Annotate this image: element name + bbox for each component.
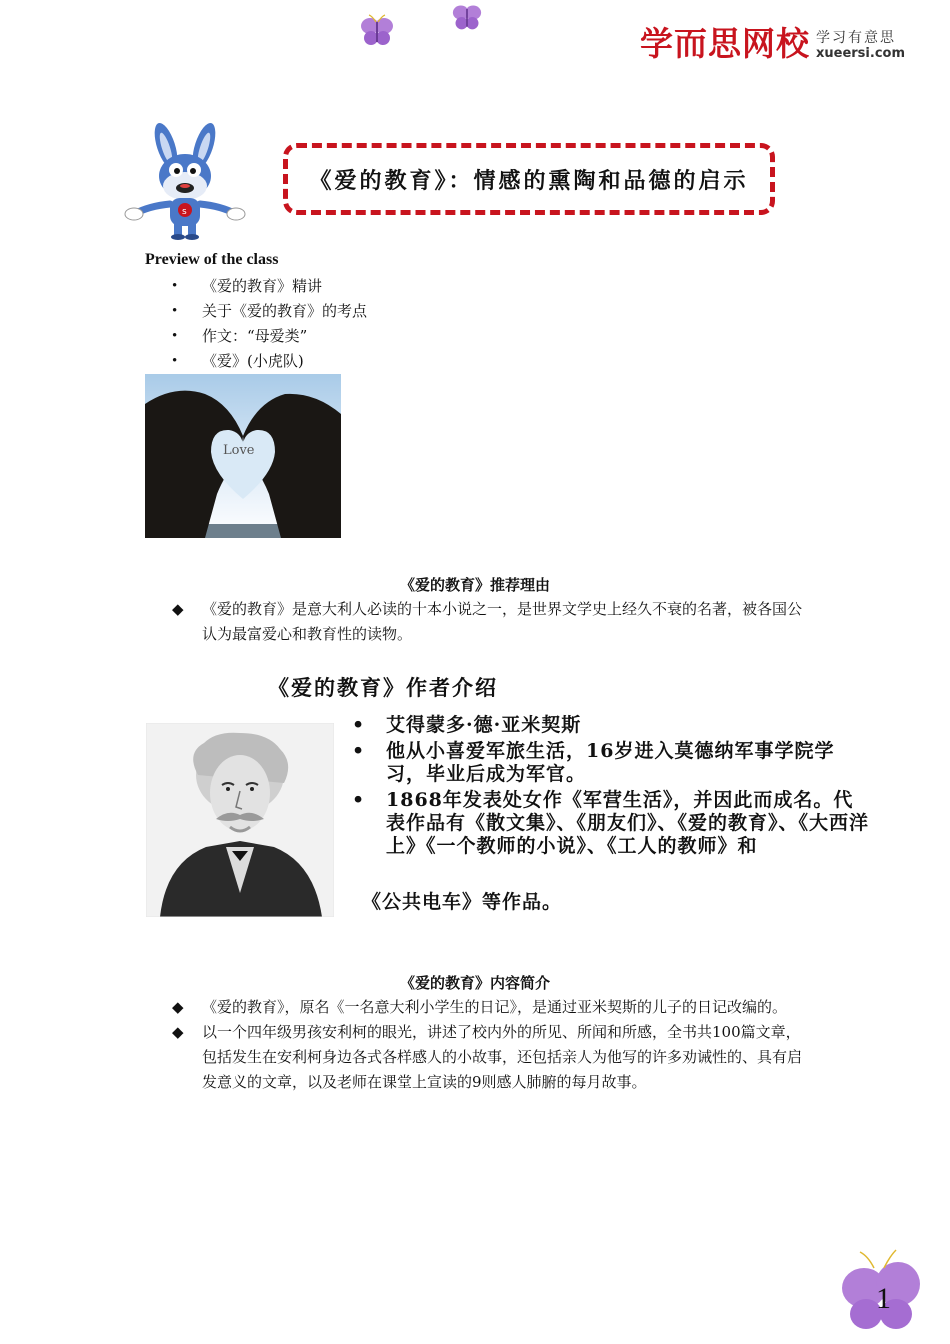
list-item: • 《爱的教育》精讲 [172, 277, 323, 295]
summary-heading: 《爱的教育》内容简介 [399, 974, 550, 992]
page-number: 1 [876, 1282, 891, 1315]
author-bullets-tail: 《公共电车》等作品。 [362, 891, 563, 913]
author-slide-title: 《爱的教育》作者介绍 [268, 675, 498, 700]
list-item: • 关于《爱的教育》的考点 [172, 302, 368, 320]
author-bullets [352, 714, 872, 861]
list-item: ◆ 以一个四年级男孩安利柯的眼光，讲述了校内外的所见、所闻和所感，全书共100篇文章，包括发生在安利柯身边各式各样感人的小故事，还包括亲人为他写的许多劝诫性的、具有启发意义的文章，以及老师在课堂上宣读的9则感人肺腑的每月故事。 [172, 1020, 812, 1095]
love-text: Love [223, 443, 255, 458]
list-item: • 他从小喜爱军旅生活，16岁进入莫德纳军事学院学习，毕业后成为军官。 [352, 740, 835, 785]
reasons-heading: 《爱的教育》推荐理由 [399, 576, 550, 594]
heart-hands-photo [145, 374, 341, 538]
svg-text:s: s [182, 207, 187, 217]
diamond-bullet-icon: ◆ [172, 998, 184, 1016]
list-item: ◆ 《爱的教育》是意大利人必读的十本小说之一，是世界文学史上经久不衰的名著，被各国公认为最富爱心和教育性的读物。 [172, 597, 812, 647]
brand-slogan: 学习有意思 [816, 30, 896, 46]
donkey-mascot [124, 120, 246, 242]
brand-domain: xueersi.com [816, 46, 906, 61]
list-item: • 《爱》(小虎队) [172, 352, 304, 370]
list-item: • 1868年发表处女作《军营生活》，并因此而成名。代表作品有《散文集》、《朋友们》、《爱的教育》、《大西洋上》《一个教师的小说》、《工人的教师》和 [352, 789, 870, 857]
preview-list [172, 274, 367, 374]
brand-logo [640, 24, 905, 64]
brand-name: 学而思网校 [640, 24, 810, 63]
author-portrait [146, 723, 334, 917]
summary-list [172, 995, 812, 1095]
list-item: • 艾得蒙多·德·亚米契斯 [352, 714, 582, 736]
diamond-bullet-icon: ◆ [172, 1023, 184, 1041]
list-item: • 作文：“母爱类” [172, 327, 308, 345]
preview-heading: Preview of the class [145, 251, 279, 268]
page-title: 《爱的教育》：情感的熏陶和品德的启示 [309, 167, 749, 194]
title-banner [283, 143, 775, 215]
reasons-list [172, 597, 812, 647]
butterfly-icon [360, 14, 394, 48]
list-item: ◆ 《爱的教育》，原名《一名意大利小学生的日记》，是通过亚米契斯的儿子的日记改编的。 [172, 995, 812, 1020]
diamond-bullet-icon: ◆ [172, 600, 184, 618]
butterfly-icon [452, 2, 482, 32]
